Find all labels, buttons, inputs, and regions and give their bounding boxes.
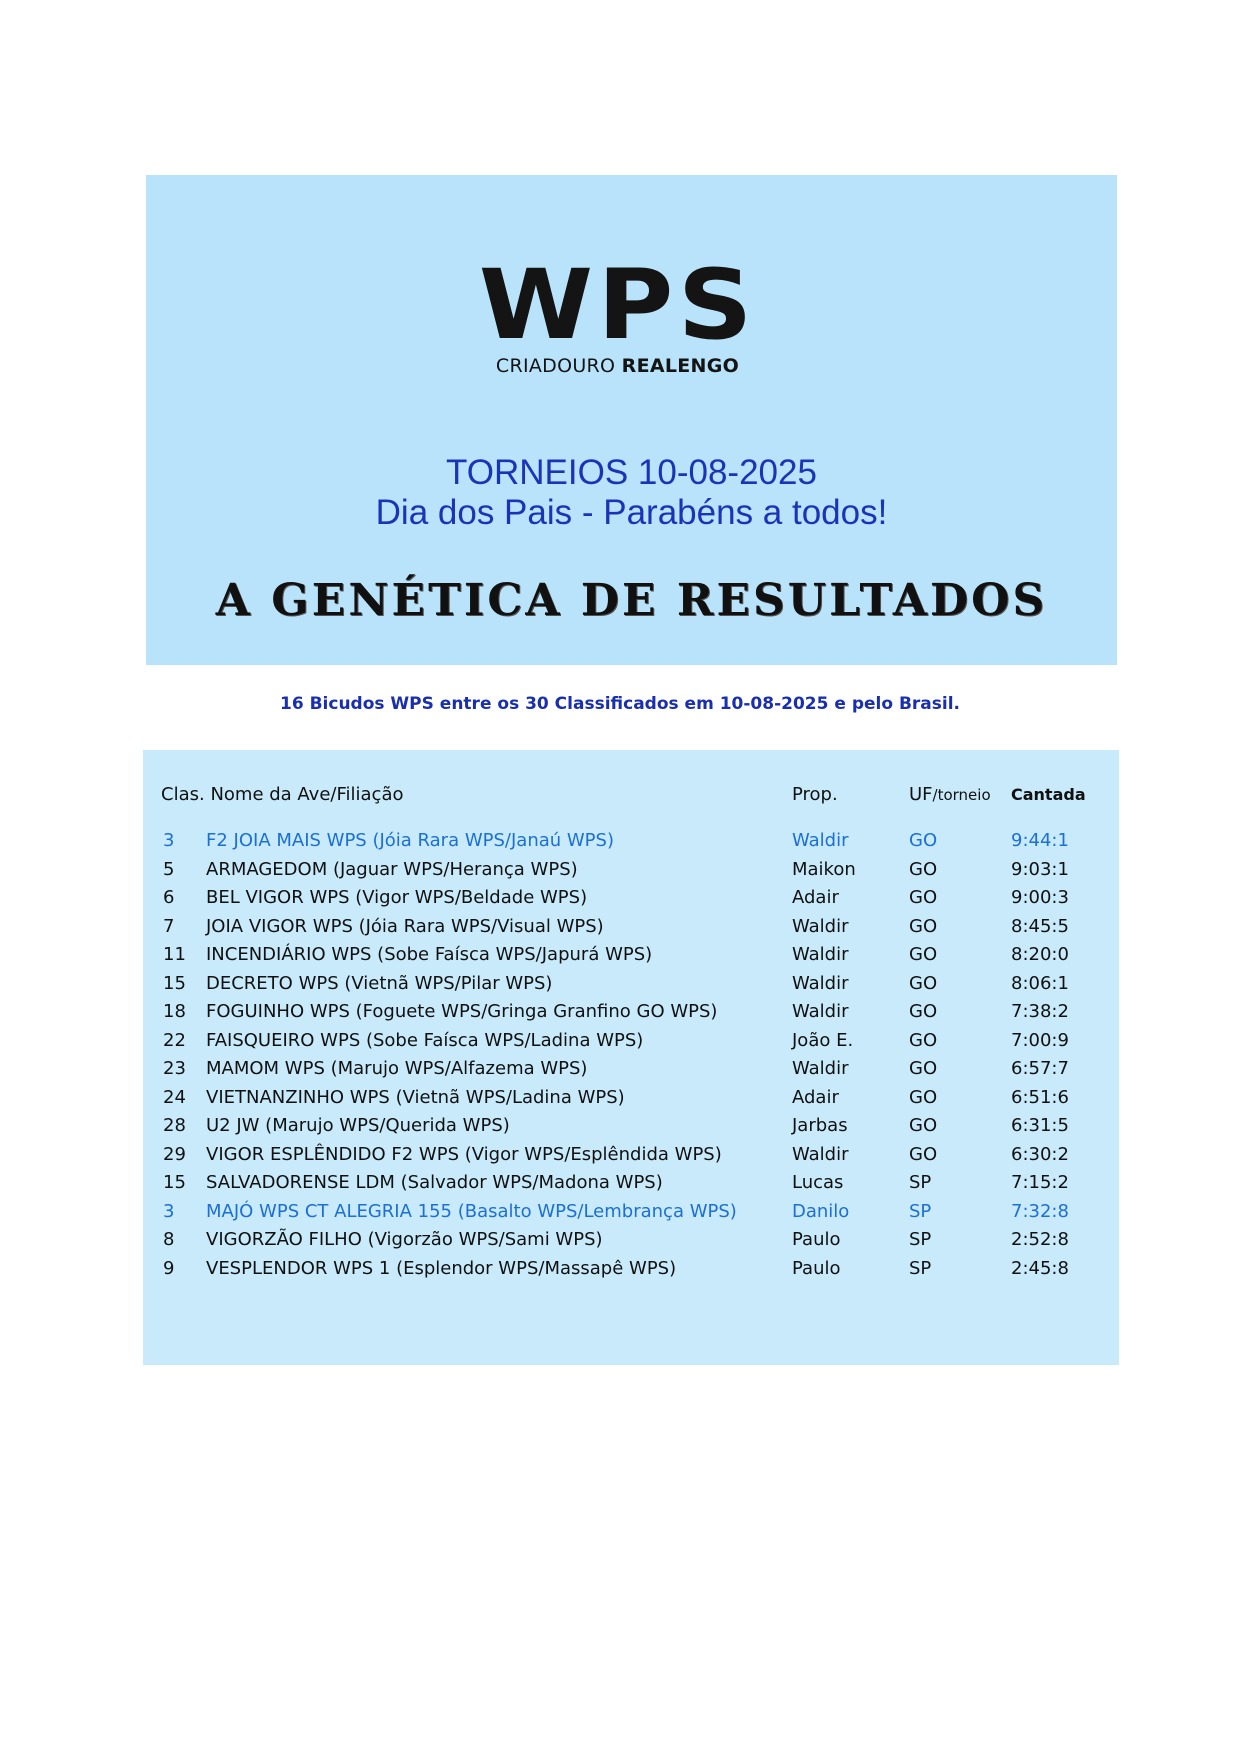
name-cell: DECRETO WPS (Vietnã WPS/Pilar WPS) — [206, 972, 553, 994]
header-name: Nome da Ave/Filiação — [210, 784, 404, 805]
uf-cell: GO — [909, 1001, 938, 1022]
owner-cell: Adair — [792, 887, 839, 908]
table-row — [143, 970, 1119, 998]
table-row — [143, 884, 1119, 912]
rank-cell: 22 — [163, 1029, 186, 1051]
table-row — [143, 1255, 1119, 1283]
name-cell: FOGUINHO WPS (Foguete WPS/Gringa Granfino GO WPS) — [206, 1001, 718, 1022]
header-uf: UF/torneio — [909, 784, 991, 805]
rank-cell: 9 — [163, 1257, 175, 1279]
owner-cell: Waldir — [792, 944, 849, 965]
uf-cell: SP — [909, 1200, 932, 1222]
name-cell: MAJÓ WPS CT ALEGRIA 155 (Basalto WPS/Lembrança WPS) — [206, 1200, 737, 1222]
rank-cell: 6 — [163, 887, 175, 908]
owner-cell: Paulo — [792, 1229, 841, 1250]
header-uf-suffix: /torneio — [932, 786, 991, 804]
rank-cell: 5 — [163, 858, 175, 880]
time-cell: 8:06:1 — [1011, 972, 1069, 994]
table-row — [143, 1226, 1119, 1254]
owner-cell: Maikon — [792, 858, 856, 880]
uf-cell: SP — [909, 1229, 932, 1250]
table-row — [143, 1084, 1119, 1112]
owner-cell: João E. — [792, 1029, 854, 1051]
name-cell: VIGOR ESPLÊNDIDO F2 WPS (Vigor WPS/Esplêndida WPS) — [206, 1143, 722, 1165]
logo-sub-bold: REALENGO — [621, 355, 740, 377]
rank-cell: 8 — [163, 1229, 175, 1250]
time-cell: 7:38:2 — [1011, 1001, 1069, 1022]
logo-sub-regular: CRIADOURO — [495, 355, 622, 377]
rank-cell: 7 — [163, 915, 175, 937]
time-cell: 6:30:2 — [1011, 1143, 1069, 1165]
time-cell: 2:45:8 — [1011, 1257, 1069, 1279]
uf-cell: GO — [909, 915, 938, 937]
owner-cell: Waldir — [792, 915, 849, 937]
owner-cell: Lucas — [792, 1172, 844, 1193]
uf-cell: GO — [909, 1086, 938, 1108]
uf-cell: GO — [909, 1029, 938, 1051]
table-row — [143, 1169, 1119, 1197]
uf-cell: GO — [909, 972, 938, 994]
time-cell: 7:32:8 — [1011, 1200, 1069, 1222]
header-time: Cantada — [1011, 785, 1086, 804]
owner-cell: Waldir — [792, 1001, 849, 1022]
table-row — [143, 1141, 1119, 1169]
name-cell: JOIA VIGOR WPS (Jóia Rara WPS/Visual WPS) — [206, 915, 604, 937]
name-cell: F2 JOIA MAIS WPS (Jóia Rara WPS/Janaú WPS) — [206, 830, 614, 851]
event-title: TORNEIOS 10-08-2025 — [446, 453, 817, 492]
time-cell: 8:20:0 — [1011, 944, 1069, 965]
name-cell: BEL VIGOR WPS (Vigor WPS/Beldade WPS) — [206, 887, 588, 908]
uf-cell: SP — [909, 1257, 932, 1279]
slogan: A GENÉTICA DE RESULTADOS — [215, 575, 1048, 626]
time-cell: 8:45:5 — [1011, 915, 1069, 937]
uf-cell: GO — [909, 858, 938, 880]
uf-cell: GO — [909, 944, 938, 965]
rank-cell: 3 — [163, 1200, 175, 1222]
owner-cell: Waldir — [792, 1058, 849, 1079]
time-cell: 9:00:3 — [1011, 887, 1069, 908]
rank-cell: 3 — [163, 830, 175, 851]
uf-cell: GO — [909, 830, 938, 851]
table-row — [143, 856, 1119, 884]
rank-cell: 18 — [163, 1001, 186, 1022]
time-cell: 2:52:8 — [1011, 1229, 1069, 1250]
owner-cell: Adair — [792, 1086, 839, 1108]
logo-subtitle — [132, 355, 1103, 377]
name-cell: VESPLENDOR WPS 1 (Esplendor WPS/Massapê WPS) — [206, 1257, 677, 1279]
header-banner — [146, 175, 1117, 665]
uf-cell: GO — [909, 1143, 938, 1165]
name-cell: VIETNANZINHO WPS (Vietnã WPS/Ladina WPS) — [206, 1086, 625, 1108]
name-cell: VIGORZÃO FILHO (Vigorzão WPS/Sami WPS) — [206, 1229, 603, 1250]
name-cell: U2 JW (Marujo WPS/Querida WPS) — [206, 1115, 510, 1136]
header-owner: Prop. — [792, 784, 838, 805]
table-row — [143, 998, 1119, 1026]
owner-cell: Waldir — [792, 972, 849, 994]
name-cell: FAISQUEIRO WPS (Sobe Faísca WPS/Ladina WPS) — [206, 1029, 644, 1051]
rank-cell: 11 — [163, 944, 186, 965]
results-table — [143, 750, 1119, 1365]
uf-cell: SP — [909, 1172, 932, 1193]
name-cell: ARMAGEDOM (Jaguar WPS/Herança WPS) — [206, 858, 578, 880]
table-row — [143, 827, 1119, 855]
name-cell: MAMOM WPS (Marujo WPS/Alfazema WPS) — [206, 1058, 588, 1079]
wps-logo — [146, 249, 1117, 377]
table-header — [143, 781, 1119, 809]
rank-cell: 15 — [163, 972, 186, 994]
rank-cell: 23 — [163, 1058, 186, 1079]
owner-cell: Paulo — [792, 1257, 841, 1279]
table-row — [143, 1198, 1119, 1226]
time-cell: 6:31:5 — [1011, 1115, 1069, 1136]
owner-cell: Waldir — [792, 830, 849, 851]
uf-cell: GO — [909, 1115, 938, 1136]
time-cell: 6:51:6 — [1011, 1086, 1069, 1108]
table-row — [143, 913, 1119, 941]
logo-mark: WPS — [478, 249, 757, 361]
summary-line: 16 Bicudos WPS entre os 30 Classificados em 10-08-2025 e pelo Brasil. — [280, 694, 960, 714]
uf-cell: GO — [909, 887, 938, 908]
owner-cell: Danilo — [792, 1200, 850, 1222]
table-row — [143, 1112, 1119, 1140]
owner-cell: Waldir — [792, 1143, 849, 1165]
rank-cell: 15 — [163, 1172, 186, 1193]
uf-cell: GO — [909, 1058, 938, 1079]
table-row — [143, 1027, 1119, 1055]
owner-cell: Jarbas — [792, 1115, 848, 1136]
rank-cell: 28 — [163, 1115, 186, 1136]
time-cell: 6:57:7 — [1011, 1058, 1069, 1079]
table-row — [143, 1055, 1119, 1083]
time-cell: 7:15:2 — [1011, 1172, 1069, 1193]
table-row — [143, 941, 1119, 969]
name-cell: INCENDIÁRIO WPS (Sobe Faísca WPS/Japurá WPS) — [206, 944, 653, 965]
time-cell: 7:00:9 — [1011, 1029, 1069, 1051]
header-clas: Clas. Nome da Ave/Filiação — [161, 784, 404, 805]
rank-cell: 24 — [163, 1086, 186, 1108]
event-subtitle: Dia dos Pais - Parabéns a todos! — [375, 493, 888, 532]
name-cell: SALVADORENSE LDM (Salvador WPS/Madona WPS) — [206, 1172, 663, 1193]
time-cell: 9:03:1 — [1011, 858, 1069, 880]
rank-cell: 29 — [163, 1143, 186, 1165]
time-cell: 9:44:1 — [1011, 830, 1069, 851]
